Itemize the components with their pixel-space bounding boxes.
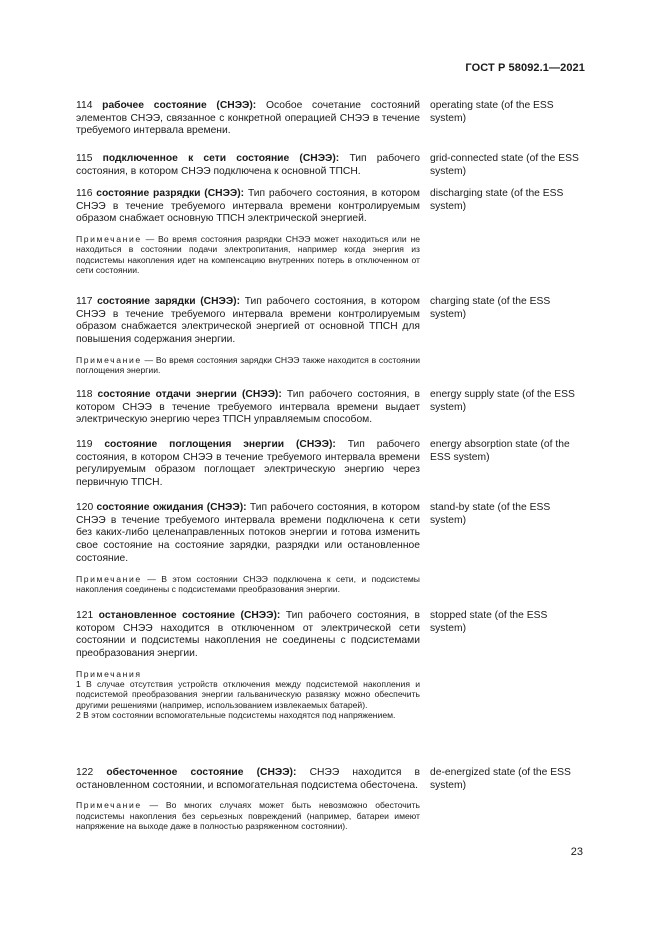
term-number: 114 bbox=[76, 100, 93, 111]
note-text: — В этом состоянии СНЭЭ подключена к сети, и подсистемы накопления соединены с подсистемами преобразования энергии. bbox=[76, 573, 420, 594]
note-label: Примечание bbox=[76, 573, 142, 584]
term-number: 118 bbox=[76, 389, 93, 400]
note-item-2: 2 В этом состоянии вспомогательные подсистемы находятся под напряжением. bbox=[76, 710, 396, 720]
term-name: состояние ожидания (СНЭЭ): bbox=[96, 502, 247, 513]
note-text: — Во многих случаях может быть невозможно обесточить подсистемы накопления без серьезных повреждений (например, батареи имеют напряжение на выходе даже в полностью разряженном состоянии). bbox=[76, 800, 420, 831]
page-number: 23 bbox=[570, 846, 583, 858]
term-number: 115 bbox=[76, 153, 93, 164]
english-term: stand-by state (of the ESS system) bbox=[430, 502, 551, 526]
term-entry-114 bbox=[76, 100, 586, 153]
term-number: 117 bbox=[76, 296, 93, 307]
term-number: 122 bbox=[76, 767, 94, 778]
term-paragraph bbox=[76, 439, 420, 490]
note-item-1: 1 В случае отсутствия устройств отключения между подсистемой накопления и подсистемой преобразования энергии гальваническую развязку можно обеспечить другими решениями (например, использованием извлекаемых батарей). bbox=[76, 679, 420, 710]
term-name: состояние поглощения энергии (СНЭЭ): bbox=[104, 439, 336, 450]
term-name: состояние отдачи энергии (СНЭЭ): bbox=[97, 389, 282, 400]
term-name: состояние зарядки (СНЭЭ): bbox=[97, 296, 241, 307]
note-label: Примечание bbox=[76, 800, 142, 811]
term-number: 120 bbox=[76, 502, 94, 513]
term-name: рабочее состояние (СНЭЭ): bbox=[102, 100, 257, 111]
term-paragraph bbox=[76, 389, 420, 427]
term-definition: Тип рабочего состояния, в котором СНЭЭ в течение требуемого интервала времени регулируемым образом поглощает электрическую энергию через первичную ТПСН. bbox=[76, 439, 420, 489]
note-label: Примечание bbox=[76, 234, 142, 245]
term-note bbox=[76, 574, 420, 595]
term-paragraph bbox=[76, 188, 420, 226]
term-definition: СНЭЭ находится в остановленном состоянии, и вспомогательная подсистема обесточена. bbox=[76, 767, 420, 791]
term-name: остановленное состояние (СНЭЭ): bbox=[98, 610, 281, 621]
document-header: ГОСТ Р 58092.1—2021 bbox=[465, 62, 585, 74]
note-label: Примечание bbox=[76, 354, 142, 365]
term-entry-119 bbox=[76, 439, 586, 502]
notes-heading: Примечания bbox=[76, 668, 142, 679]
english-term: stopped state (of the ESS system) bbox=[430, 610, 548, 634]
term-entry-120 bbox=[76, 502, 586, 610]
note-text: — Во время состояния разрядки СНЭЭ может находиться или не находиться в состоянии подачи электропитания, например когда энергия из подсистемы накопления идет на компенсацию внутренних потерь в отключенном от сети состоянии. bbox=[76, 234, 420, 275]
english-term: de-energized state (of the ESS system) bbox=[430, 767, 571, 791]
term-paragraph bbox=[76, 502, 420, 566]
term-entry-122 bbox=[76, 767, 586, 847]
term-definition: Тип рабочего состояния, в котором СНЭЭ в течение требуемого интервала времени контролируемым образом снабжается электрической энергией от основной ТПСН для повышения содержания энергии. bbox=[76, 296, 420, 346]
term-number: 119 bbox=[76, 439, 93, 450]
terms-list bbox=[76, 100, 586, 847]
term-entry-118 bbox=[76, 389, 586, 439]
term-name: состояние разрядки (СНЭЭ): bbox=[96, 188, 245, 199]
term-entry-116 bbox=[76, 188, 586, 296]
term-definition: Тип рабочего состояния, в котором СНЭЭ подключена к основной ТПСН. bbox=[76, 153, 420, 177]
term-number: 116 bbox=[76, 188, 93, 199]
term-paragraph bbox=[76, 100, 420, 138]
term-definition: Особое сочетание состояний элементов СНЭЭ, связанное с конкретной операцией СНЭЭ в течение требуемого интервала времени. bbox=[76, 100, 420, 137]
english-term: grid-connected state (of the ESS system) bbox=[430, 153, 579, 177]
term-name: подключенное к сети состояние (СНЭЭ): bbox=[102, 153, 340, 164]
english-term: charging state (of the ESS system) bbox=[430, 296, 551, 320]
english-term: energy absorption state (of the ESS system) bbox=[430, 439, 570, 463]
term-entry-121 bbox=[76, 610, 586, 767]
term-number: 121 bbox=[76, 610, 94, 621]
note-text: — Во время состояния зарядки СНЭЭ также находится в состоянии поглощения энергии. bbox=[76, 354, 420, 376]
term-name: обесточенное состояние (СНЭЭ): bbox=[106, 767, 297, 778]
term-note bbox=[76, 234, 420, 275]
english-term: operating state (of the ESS system) bbox=[430, 100, 554, 124]
term-paragraph bbox=[76, 296, 420, 347]
english-term: energy supply state (of the ESS system) bbox=[430, 389, 575, 413]
term-paragraph bbox=[76, 153, 420, 178]
term-note bbox=[76, 355, 420, 376]
term-entry-117 bbox=[76, 296, 586, 389]
english-term: discharging state (of the ESS system) bbox=[430, 188, 564, 212]
term-note bbox=[76, 800, 420, 831]
term-definition: Тип рабочего состояния, в котором СНЭЭ в течение требуемого интервала времени выдает электрическую энергию через ТПСН управляемым способом. bbox=[76, 389, 420, 426]
term-definition: Тип рабочего состояния, в котором СНЭЭ в течение требуемого интервала времени контролируемым образом снабжает основную ТПСН электрической энергией. bbox=[76, 188, 420, 225]
term-definition: Тип рабочего состояния, в котором СНЭЭ находится в отключенном от электрической сети состоянии и подсистемы накопления не соединены с подсистемами преобразования энергии. bbox=[76, 610, 420, 660]
term-definition: Тип рабочего состояния, в котором СНЭЭ в течение требуемого интервала времени подключена к сети без каких-либо целенаправленных потоков энергии и готова изменить свое состояние на состояние зарядки, разрядки или остановленное состояние. bbox=[76, 502, 420, 564]
term-entry-115 bbox=[76, 153, 586, 188]
term-paragraph bbox=[76, 767, 420, 792]
term-paragraph bbox=[76, 610, 420, 661]
